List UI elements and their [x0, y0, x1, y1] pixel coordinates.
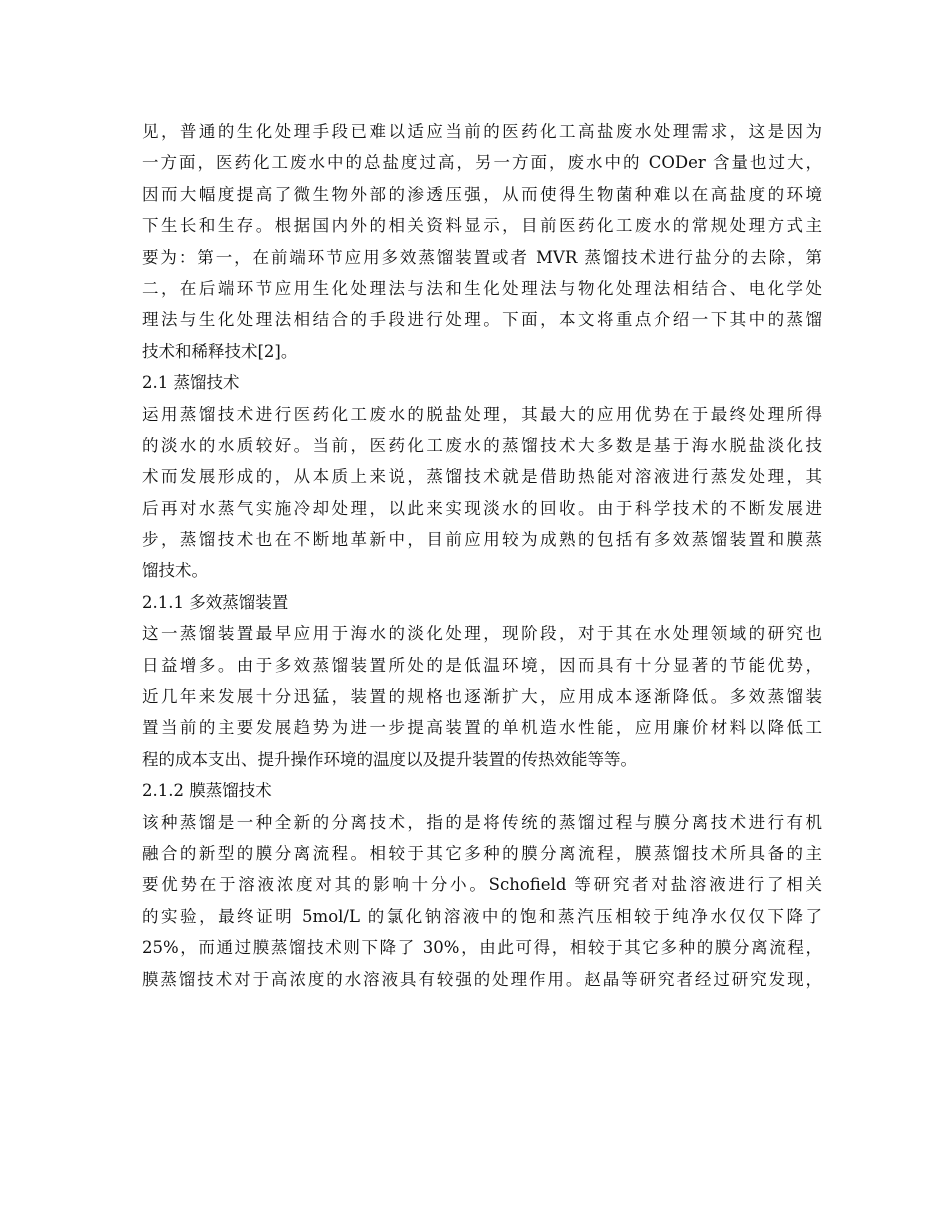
- text-line: 理法与生化处理法相结合的手段进行处理。下面，本文将重点介绍一下其中的蒸馏: [142, 310, 822, 330]
- text-line: 置当前的主要发展趋势为进一步提高装置的单机造水性能，应用廉价材料以降低工: [142, 718, 822, 738]
- text-line: 术而发展形成的，从本质上来说，蒸馏技术就是借助热能对溶液进行蒸发处理，其: [142, 467, 822, 487]
- text-line: 25%，而通过膜蒸馏技术则下降了 30%，由此可得，相较于其它多种的膜分离流程，: [142, 938, 822, 958]
- text-line: 程的成本支出、提升操作环境的温度以及提升装置的传热效能等等。: [142, 749, 637, 769]
- text-line: 融合的新型的膜分离流程。相较于其它多种的膜分离流程，膜蒸馏技术所具备的主: [142, 843, 822, 863]
- text-line: 见，普通的生化处理手段已难以适应当前的医药化工高盐废水处理需求，这是因为: [142, 122, 822, 141]
- document-page: [142, 116, 822, 995]
- text-line: 运用蒸馏技术进行医药化工废水的脱盐处理，其最大的应用优势在于最终处理所得: [142, 404, 822, 424]
- text-line: 下生长和生存。根据国内外的相关资料显示，目前医药化工废水的常规处理方式主: [142, 216, 822, 236]
- text-line: 二，在后端环节应用生化处理法与法和生化处理法与物化处理法相结合、电化学处: [142, 278, 822, 298]
- section-heading-2-1: 2.1 蒸馏技术: [142, 373, 240, 393]
- text-line: 近几年来发展十分迅猛，装置的规格也逐渐扩大，应用成本逐渐降低。多效蒸馏装: [142, 687, 822, 707]
- text-line: 馏技术。: [142, 561, 208, 581]
- text-line: 因而大幅度提高了微生物外部的渗透压强，从而使得生物菌种难以在高盐度的环境: [142, 184, 822, 204]
- text-line: 的淡水的水质较好。当前，医药化工废水的蒸馏技术大多数是基于海水脱盐淡化技: [142, 435, 822, 455]
- paragraph-membrane: [142, 807, 822, 995]
- section-heading-2-1-2: 2.1.2 膜蒸馏技术: [142, 781, 272, 801]
- paragraph-intro: [142, 116, 822, 367]
- text-line: 膜蒸馏技术对于高浓度的水溶液具有较强的处理作用。赵晶等研究者经过研究发现，: [142, 969, 822, 989]
- text-line: 技术和稀释技术[2]。: [142, 341, 298, 361]
- text-line: 的实验，最终证明 5mol/L 的氯化钠溶液中的饱和蒸汽压相较于纯净水仅仅下降了: [142, 906, 822, 926]
- text-line: 一方面，医药化工废水中的总盐度过高，另一方面，废水中的 CODer 含量也过大，: [142, 153, 822, 173]
- paragraph-distillation: [142, 399, 822, 587]
- paragraph-multi-effect: [142, 618, 822, 775]
- text-line: 这一蒸馏装置最早应用于海水的淡化处理，现阶段，对于其在水处理领域的研究也: [142, 624, 822, 644]
- text-line: 后再对水蒸气实施冷却处理，以此来实现淡水的回收。由于科学技术的不断发展进: [142, 498, 822, 518]
- text-line: 要为：第一，在前端环节应用多效蒸馏装置或者 MVR 蒸馏技术进行盐分的去除，第: [142, 247, 822, 267]
- text-line: 要优势在于溶液浓度对其的影响十分小。Schofield 等研究者对盐溶液进行了相关: [142, 875, 822, 895]
- text-line: 日益增多。由于多效蒸馏装置所处的是低温环境，因而具有十分显著的节能优势，: [142, 655, 822, 675]
- text-line: 步，蒸馏技术也在不断地革新中，目前应用较为成熟的包括有多效蒸馏装置和膜蒸: [142, 530, 822, 550]
- section-heading-2-1-1: 2.1.1 多效蒸馏装置: [142, 592, 289, 612]
- text-line: 该种蒸馏是一种全新的分离技术，指的是将传统的蒸馏过程与膜分离技术进行有机: [142, 812, 822, 832]
